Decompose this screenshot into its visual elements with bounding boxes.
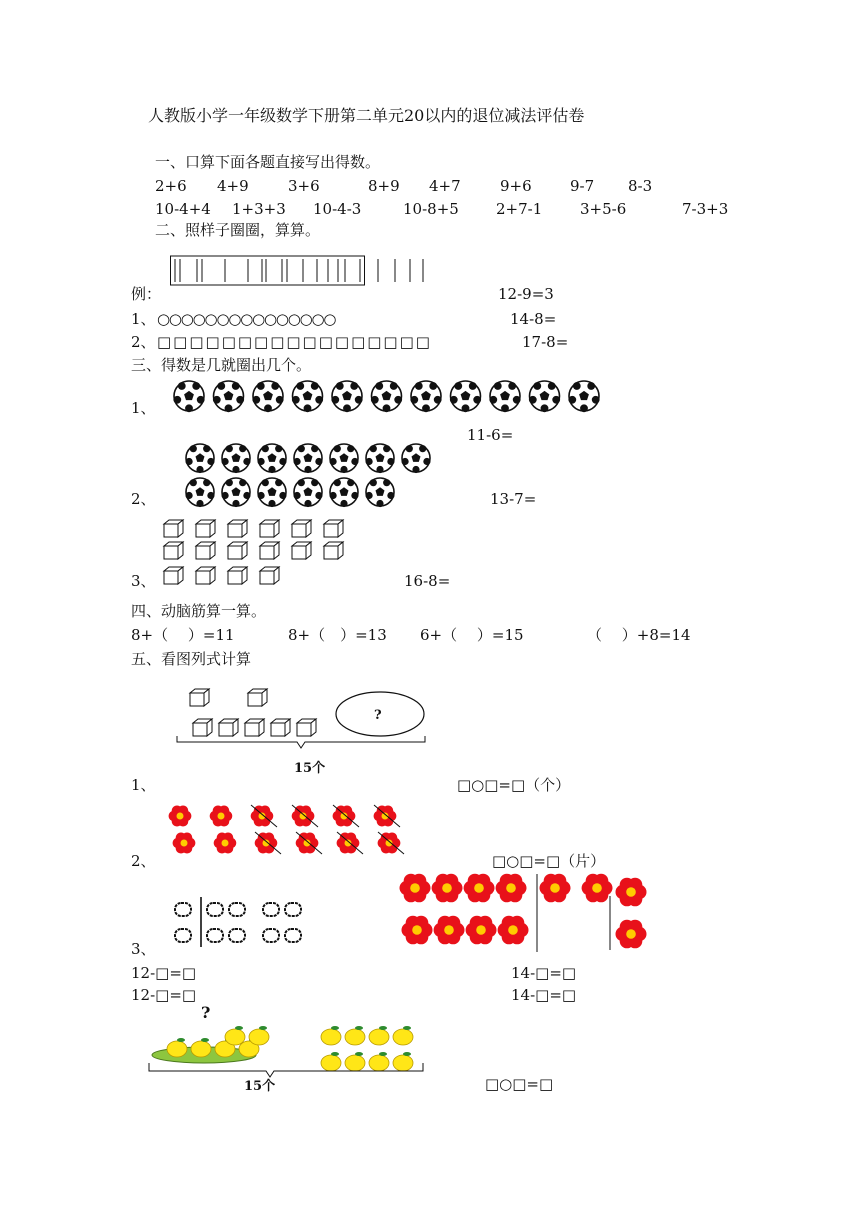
soccer-balls-row-2a — [184, 442, 444, 474]
item2-equation: □○□=□（片） — [492, 852, 606, 870]
section1-heading: 一、口算下面各题直接写出得数。 — [155, 153, 381, 171]
soccer-ball-icon — [222, 444, 251, 473]
flower-icon — [616, 920, 647, 949]
item4-equation: □○□=□ — [485, 1075, 554, 1093]
soccer-ball-icon — [529, 381, 560, 412]
flower-icon — [400, 874, 431, 903]
item-number: 3、 — [131, 572, 156, 590]
page-title: 人教版小学一年级数学下册第二单元20以内的退位减法评估卷 — [148, 106, 585, 125]
flower-icon — [540, 874, 571, 903]
flower-icon — [337, 832, 363, 854]
flower-icon — [251, 805, 277, 827]
equation-blank: 12-□=□ — [131, 964, 197, 982]
rings-divided-figure — [172, 897, 322, 947]
sticks-example-figure — [170, 255, 440, 287]
boxes-row-3 — [162, 566, 312, 588]
ring-icon — [229, 903, 245, 916]
section3-heading: 三、得数是几就圈出几个。 — [131, 356, 312, 374]
pear-icon — [225, 1026, 245, 1045]
pear-question-mark: ? — [201, 1003, 211, 1022]
total-label: 15个 — [294, 761, 326, 776]
soccer-ball-icon — [402, 444, 431, 473]
soccer-ball-icon — [186, 478, 215, 507]
item1-equation: □○□=□（个） — [457, 776, 571, 794]
box-icon — [228, 542, 247, 559]
soccer-ball-icon — [222, 478, 251, 507]
soccer-ball-icon — [366, 444, 395, 473]
s1-row2-problem: 10-4+4 — [155, 200, 211, 218]
box-icon — [190, 689, 209, 706]
fill-blank-equation: 8+（ ）=11 — [131, 626, 235, 644]
s1-row1-problem: 2+6 — [155, 177, 187, 195]
box-icon — [193, 719, 212, 736]
red-flowers-figure — [164, 805, 414, 855]
ring-icon — [207, 903, 223, 916]
box-icon — [260, 542, 279, 559]
ring-icon — [175, 929, 191, 942]
soccer-ball-icon — [252, 381, 283, 412]
box-icon — [297, 719, 316, 736]
total-label: 15个 — [244, 1079, 276, 1094]
s1-row1-problem: 9+6 — [500, 177, 532, 195]
pear-icon — [369, 1052, 389, 1071]
flower-icon — [466, 916, 497, 945]
flower-icon — [496, 874, 527, 903]
box-icon — [245, 719, 264, 736]
item1-equation: 14-8= — [510, 310, 557, 328]
soccer-ball-icon — [331, 381, 362, 412]
box-icon — [271, 719, 290, 736]
s1-row2-problem: 2+7-1 — [496, 200, 543, 218]
flower-icon — [173, 833, 196, 854]
flower-icon — [432, 874, 463, 903]
box-icon — [219, 719, 238, 736]
pear-icon — [249, 1026, 269, 1045]
section5-heading: 五、看图列式计算 — [131, 650, 252, 668]
ring-icon — [263, 929, 279, 942]
s1-row1-problem: 9-7 — [570, 177, 595, 195]
flower-icon — [214, 833, 237, 854]
soccer-ball-icon — [258, 478, 287, 507]
box-icon — [196, 542, 215, 559]
item-number: 2、 — [131, 852, 156, 870]
s1-row2-problem: 3+5-6 — [580, 200, 627, 218]
box-icon — [248, 689, 267, 706]
soccer-ball-icon — [292, 381, 323, 412]
pears-figure — [146, 1005, 436, 1095]
item1-equation: 11-6= — [467, 426, 514, 444]
fill-blank-equation: （ ）+8=14 — [587, 626, 691, 644]
pear-icon — [345, 1052, 365, 1071]
box-icon — [164, 542, 183, 559]
box-icon — [324, 542, 343, 559]
equation-blank: 12-□=□ — [131, 986, 197, 1004]
soccer-ball-icon — [330, 478, 359, 507]
box-icon — [196, 567, 215, 584]
pear-icon — [345, 1026, 365, 1045]
soccer-ball-icon — [371, 381, 402, 412]
flower-icon — [255, 832, 281, 854]
s1-row1-problem: 4+7 — [429, 177, 461, 195]
soccer-balls-row-2b — [184, 476, 414, 508]
box-icon — [260, 567, 279, 584]
item-number: 2、 — [131, 333, 156, 351]
ring-icon — [285, 903, 301, 916]
item-number: 1、 — [131, 776, 156, 794]
soccer-ball-icon — [366, 478, 395, 507]
soccer-ball-icon — [258, 444, 287, 473]
pear-icon — [321, 1026, 341, 1045]
pear-icon — [191, 1038, 211, 1057]
flower-icon — [498, 916, 529, 945]
soccer-ball-icon — [568, 381, 599, 412]
flower-icon — [616, 878, 647, 907]
big-flowers-figure — [397, 872, 647, 952]
equation-blank: 14-□=□ — [511, 986, 577, 1004]
boxes-row-2 — [162, 541, 372, 563]
flower-icon — [169, 806, 192, 827]
s1-row1-problem: 8+9 — [368, 177, 400, 195]
equation-blank: 14-□=□ — [511, 964, 577, 982]
soccer-ball-icon — [173, 381, 204, 412]
item-number: 3、 — [131, 940, 156, 958]
ring-icon — [229, 929, 245, 942]
flower-icon — [296, 832, 322, 854]
item2-equation: 13-7= — [490, 490, 537, 508]
flower-icon — [210, 806, 233, 827]
flower-icon — [292, 805, 318, 827]
s1-row1-problem: 4+9 — [217, 177, 249, 195]
section2-heading: 二、照样子圈圈，算算。 — [155, 221, 321, 239]
flower-icon — [402, 916, 433, 945]
flower-icon — [374, 805, 400, 827]
soccer-ball-icon — [489, 381, 520, 412]
fill-blank-equation: 8+（ ）=13 — [288, 626, 387, 644]
box-icon — [228, 567, 247, 584]
soccer-ball-icon — [330, 444, 359, 473]
circle-row: ○○○○○○○○○○○○○○○ — [157, 310, 336, 328]
box-icon — [164, 567, 183, 584]
ring-icon — [263, 903, 279, 916]
box-icon — [324, 520, 343, 537]
box-icon — [260, 520, 279, 537]
flower-icon — [333, 805, 359, 827]
pear-icon — [369, 1026, 389, 1045]
flower-icon — [434, 916, 465, 945]
box-icon — [164, 520, 183, 537]
s1-row2-problem: 7-3+3 — [682, 200, 729, 218]
pear-icon — [393, 1052, 413, 1071]
item-number: 2、 — [131, 490, 156, 508]
soccer-ball-icon — [450, 381, 481, 412]
example-label: 例： — [131, 285, 162, 303]
oval-question-mark: ? — [374, 708, 382, 723]
soccer-ball-icon — [294, 478, 323, 507]
box-icon — [292, 542, 311, 559]
box-icon — [196, 520, 215, 537]
section4-heading: 四、动脑筋算一算。 — [131, 602, 267, 620]
pear-icon — [167, 1038, 187, 1057]
s1-row1-problem: 3+6 — [288, 177, 320, 195]
example-equation: 12-9=3 — [498, 285, 554, 303]
s1-row1-problem: 8-3 — [628, 177, 653, 195]
flower-icon — [582, 874, 613, 903]
box-icon — [228, 520, 247, 537]
flower-icon — [464, 874, 495, 903]
flower-icon — [378, 832, 404, 854]
item-number: 1、 — [131, 399, 156, 417]
box-icon — [292, 520, 311, 537]
soccer-ball-icon — [294, 444, 323, 473]
pear-icon — [393, 1026, 413, 1045]
ring-icon — [285, 929, 301, 942]
pear-icon — [321, 1052, 341, 1071]
square-row: □□□□□□□□□□□□□□□□□ — [157, 333, 432, 351]
fill-blank-equation: 6+（ ）=15 — [420, 626, 524, 644]
soccer-ball-icon — [186, 444, 215, 473]
soccer-ball-icon — [213, 381, 244, 412]
ring-icon — [175, 903, 191, 916]
boxes-row-1 — [162, 519, 372, 541]
soccer-ball-icon — [410, 381, 441, 412]
soccer-balls-row-1 — [172, 379, 602, 413]
s1-row2-problem: 10-8+5 — [403, 200, 459, 218]
s1-row2-problem: 1+3+3 — [232, 200, 286, 218]
boxes-and-oval-figure — [172, 684, 442, 764]
item3-equation: 16-8= — [404, 572, 451, 590]
ring-icon — [207, 929, 223, 942]
s1-row2-problem: 10-4-3 — [313, 200, 362, 218]
item-number: 1、 — [131, 310, 156, 328]
item2-equation: 17-8= — [522, 333, 569, 351]
